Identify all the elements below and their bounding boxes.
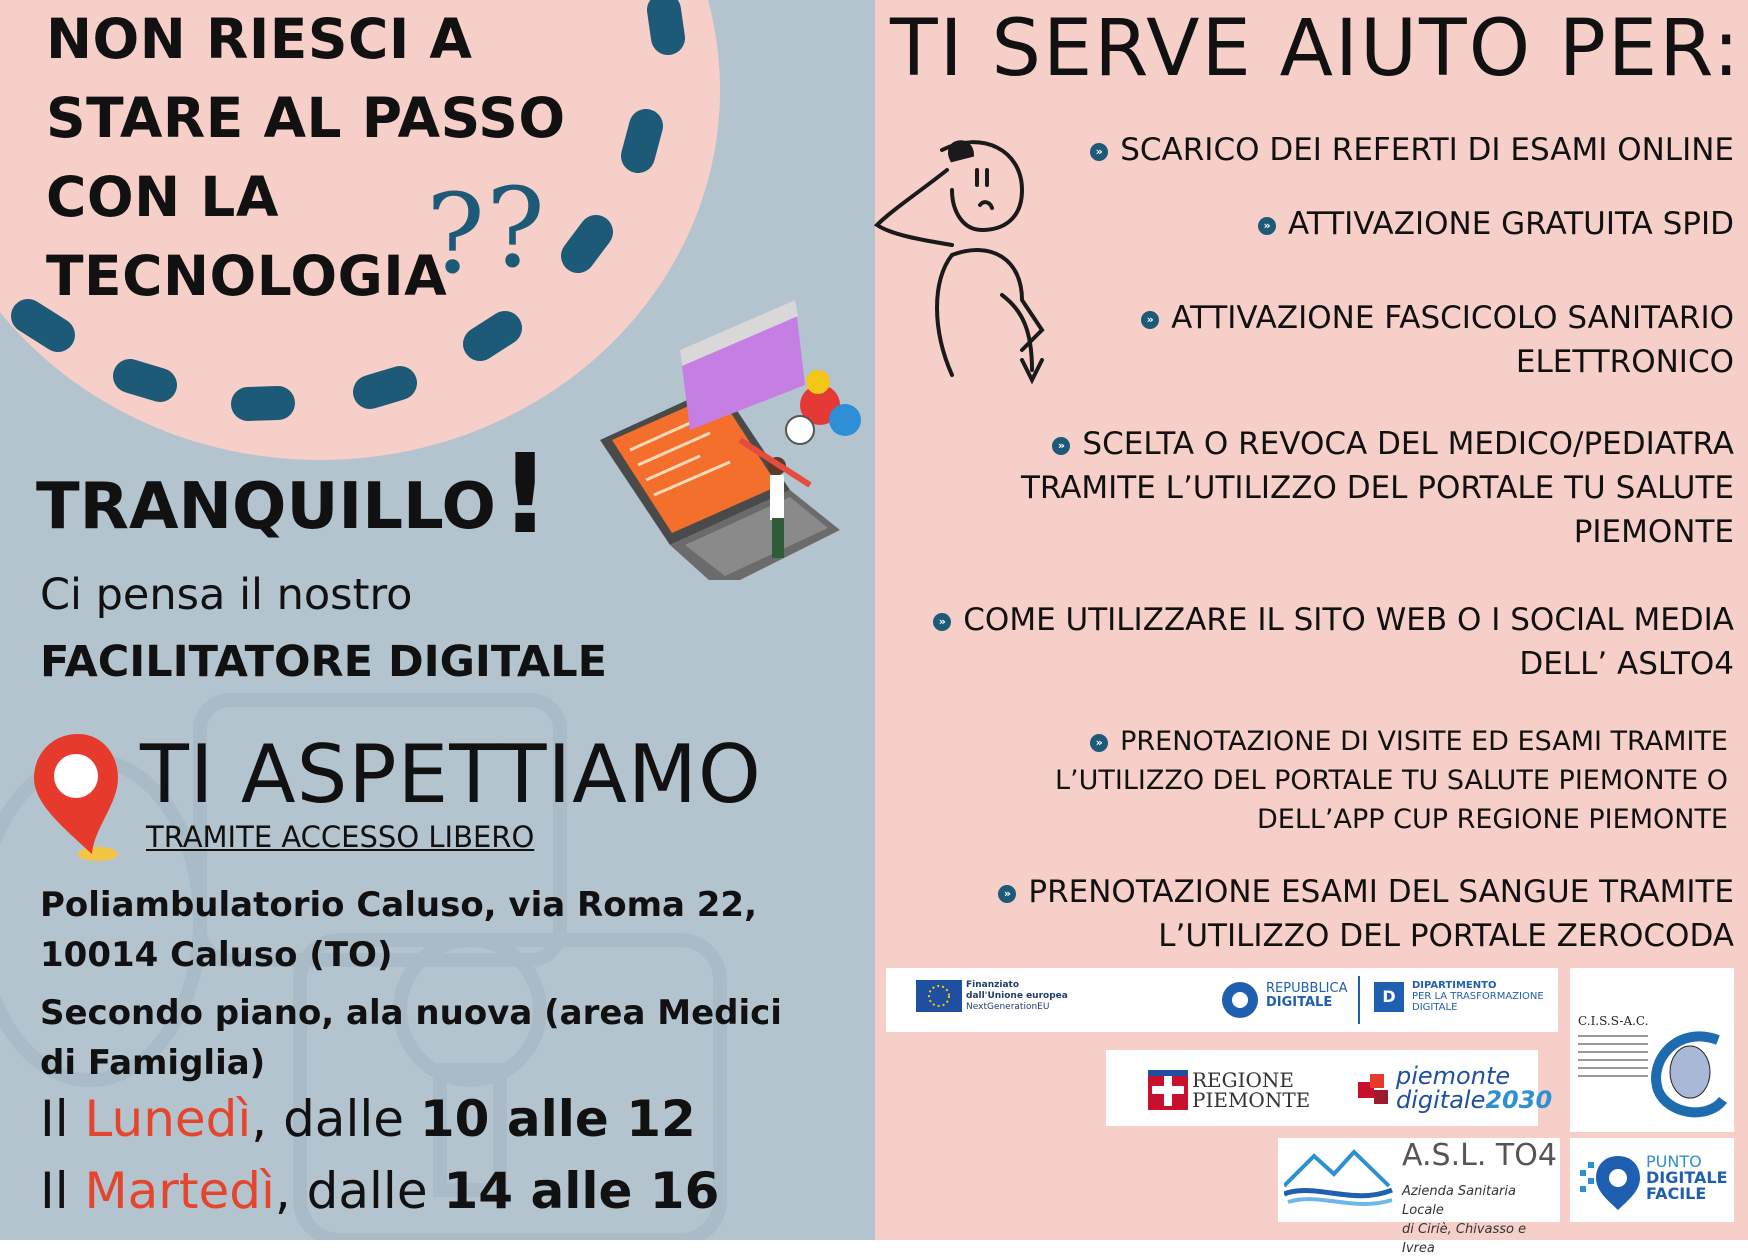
funding-logo-bar: [886, 968, 1558, 1032]
bullet-icon: »: [1090, 734, 1108, 752]
schedule-time: 10 alle 12: [419, 1090, 696, 1148]
bullet-icon: »: [1090, 143, 1108, 161]
help-item: [998, 870, 1734, 958]
bullet-icon: »: [1258, 217, 1276, 235]
bullet-icon: »: [1052, 437, 1070, 455]
asl-logo-line: Azienda Sanitaria Locale: [1402, 1184, 1516, 1218]
headline-line: NON RIESCI A: [46, 7, 473, 71]
tranquillo-heading: TRANQUILLO: [36, 470, 496, 544]
help-item-text: DELL’ ASLTO4: [1519, 646, 1734, 682]
help-item-text: PIEMONTE: [1573, 514, 1734, 550]
cissac-emblem-icon: [1578, 1030, 1728, 1120]
help-item-text: ATTIVAZIONE FASCICOLO SANITARIO: [1171, 300, 1734, 336]
punto-digitale-logo-text: [1646, 1154, 1728, 1202]
help-item-text: COME UTILIZZARE IL SITO WEB O I SOCIAL MEDIA: [963, 602, 1734, 638]
address-line: di Famiglia): [40, 1043, 266, 1083]
help-item-text: L’UTILIZZO DEL PORTALE ZEROCODA: [1158, 918, 1734, 954]
help-item-text: PRENOTAZIONE DI VISITE ED ESAMI TRAMITE: [1120, 726, 1728, 757]
help-item-text: PRENOTAZIONE ESAMI DEL SANGUE TRAMITE: [1028, 874, 1734, 910]
punto-logo-line: DIGITALE: [1646, 1168, 1728, 1187]
eu-logo-line: NextGenerationEU: [966, 1002, 1050, 1012]
bullet-icon: »: [998, 885, 1016, 903]
logo-divider: [1358, 976, 1360, 1024]
punto-digitale-facile-logo: [1570, 1138, 1734, 1222]
address-line: Secondo piano, ala nuova (area Medici: [40, 993, 782, 1033]
piemonte-digitale-logo-text: [1396, 1064, 1552, 1112]
help-item: [1258, 202, 1734, 246]
dipartimento-logo-text: [1412, 980, 1544, 1013]
help-item: [1055, 722, 1728, 839]
schedule-time: 14 alle 16: [443, 1162, 720, 1220]
schedule-day: Lunedì: [84, 1090, 252, 1148]
accesso-libero-text: TRAMITE ACCESSO LIBERO: [146, 820, 535, 854]
eu-logo-text: [966, 980, 1068, 1013]
help-item-text: SCARICO DEI REFERTI DI ESAMI ONLINE: [1120, 132, 1734, 168]
dipartimento-logo-line: DIPARTIMENTO: [1412, 980, 1497, 991]
regione-shield-icon: [1148, 1070, 1188, 1110]
asl-mountains-icon: [1284, 1146, 1394, 1206]
cissac-logo-text: C.I.S.S-A.C.: [1578, 1014, 1649, 1028]
aiuto-title: TI SERVE AIUTO PER:: [890, 4, 1742, 94]
eu-flag-icon: [916, 980, 962, 1012]
dipartimento-d-icon: D: [1374, 982, 1404, 1012]
piemonte-digitale-year: 2030: [1485, 1086, 1553, 1114]
question-mark-icon: ?: [426, 170, 485, 298]
help-item-text: SCELTA O REVOCA DEL MEDICO/PEDIATRA: [1082, 426, 1734, 462]
help-item: [933, 598, 1734, 686]
ti-aspettiamo-heading: TI ASPETTIAMO: [140, 728, 762, 821]
repubblica-emblem-icon: [1220, 980, 1260, 1020]
headline-line: STARE AL PASSO: [46, 86, 566, 150]
dipartimento-logo-line: PER LA TRASFORMAZIONE: [1412, 991, 1544, 1002]
help-item: [1090, 128, 1734, 172]
regione-logo-line: REGIONE: [1192, 1068, 1295, 1092]
location-pin-icon: [34, 732, 124, 862]
bullet-icon: »: [933, 613, 951, 631]
cissac-logo: [1570, 968, 1734, 1132]
asl-logo-line: di Ciriè, Chivasso e Ivrea: [1402, 1222, 1527, 1256]
question-mark-icon: ?: [486, 164, 545, 292]
schedule-prefix: Il: [40, 1162, 85, 1220]
punto-logo-line: PUNTO: [1646, 1152, 1702, 1171]
help-item-text: TRAMITE L’UTILIZZO DEL PORTALE TU SALUTE: [1020, 470, 1734, 506]
schedule-row: [40, 1090, 696, 1148]
piemonte-digitale-line: digitale: [1396, 1086, 1486, 1114]
eu-logo-line: dall'Unione europea: [966, 991, 1068, 1001]
exclamation-mark: !: [500, 430, 551, 558]
help-item-text: ATTIVAZIONE GRATUITA SPID: [1288, 206, 1734, 242]
schedule-day: Martedì: [84, 1162, 275, 1220]
address-line: 10014 Caluso (TO): [40, 935, 393, 975]
asl-to4-logo: [1278, 1138, 1560, 1256]
dipartimento-logo-line: DIGITALE: [1412, 1002, 1458, 1013]
help-item-text: ELETTRONICO: [1515, 344, 1734, 380]
schedule-prefix: Il: [40, 1090, 85, 1148]
facilitatore-digitale-text: FACILITATORE DIGITALE: [40, 637, 607, 687]
regione-logo-line: PIEMONTE: [1192, 1088, 1311, 1112]
help-item-text: DELL’APP CUP REGIONE PIEMONTE: [1256, 804, 1728, 835]
headline-line: CON LA: [46, 165, 279, 229]
piemonte-digitale-line: piemonte: [1396, 1062, 1511, 1090]
help-item: [1021, 422, 1734, 554]
help-item: [1141, 296, 1734, 384]
repubblica-logo-text: [1266, 982, 1348, 1010]
bullet-icon: »: [1141, 311, 1159, 329]
schedule-row: [40, 1162, 719, 1220]
ci-pensa-text: Ci pensa il nostro: [40, 570, 413, 620]
punto-digitale-pin-icon: [1580, 1152, 1640, 1212]
confused-person-icon: [872, 130, 1102, 390]
asl-logo-subtitle: [1402, 1182, 1560, 1258]
left-panel: [0, 0, 875, 1240]
schedule-mid: , dalle: [251, 1090, 420, 1148]
schedule-mid: , dalle: [274, 1162, 444, 1220]
asl-logo-title: A.S.L. TO4: [1402, 1138, 1557, 1173]
eu-logo-line: Finanziato: [966, 980, 1020, 990]
piemonte-digitale-icon: [1356, 1072, 1396, 1108]
punto-logo-line: FACILE: [1646, 1184, 1707, 1203]
help-item-text: L’UTILIZZO DEL PORTALE TU SALUTE PIEMONTE O: [1054, 765, 1728, 796]
regione-logo-text: [1192, 1070, 1310, 1110]
repubblica-logo-line: DIGITALE: [1266, 995, 1333, 1010]
regione-piemonte-logo-bar: [1106, 1050, 1553, 1126]
headline-line: TECNOLOGIA: [46, 244, 448, 308]
repubblica-logo-line: REPUBBLICA: [1266, 981, 1348, 996]
laptop-illustration-icon: [590, 290, 870, 580]
address-line: Poliambulatorio Caluso, via Roma 22,: [40, 885, 758, 925]
